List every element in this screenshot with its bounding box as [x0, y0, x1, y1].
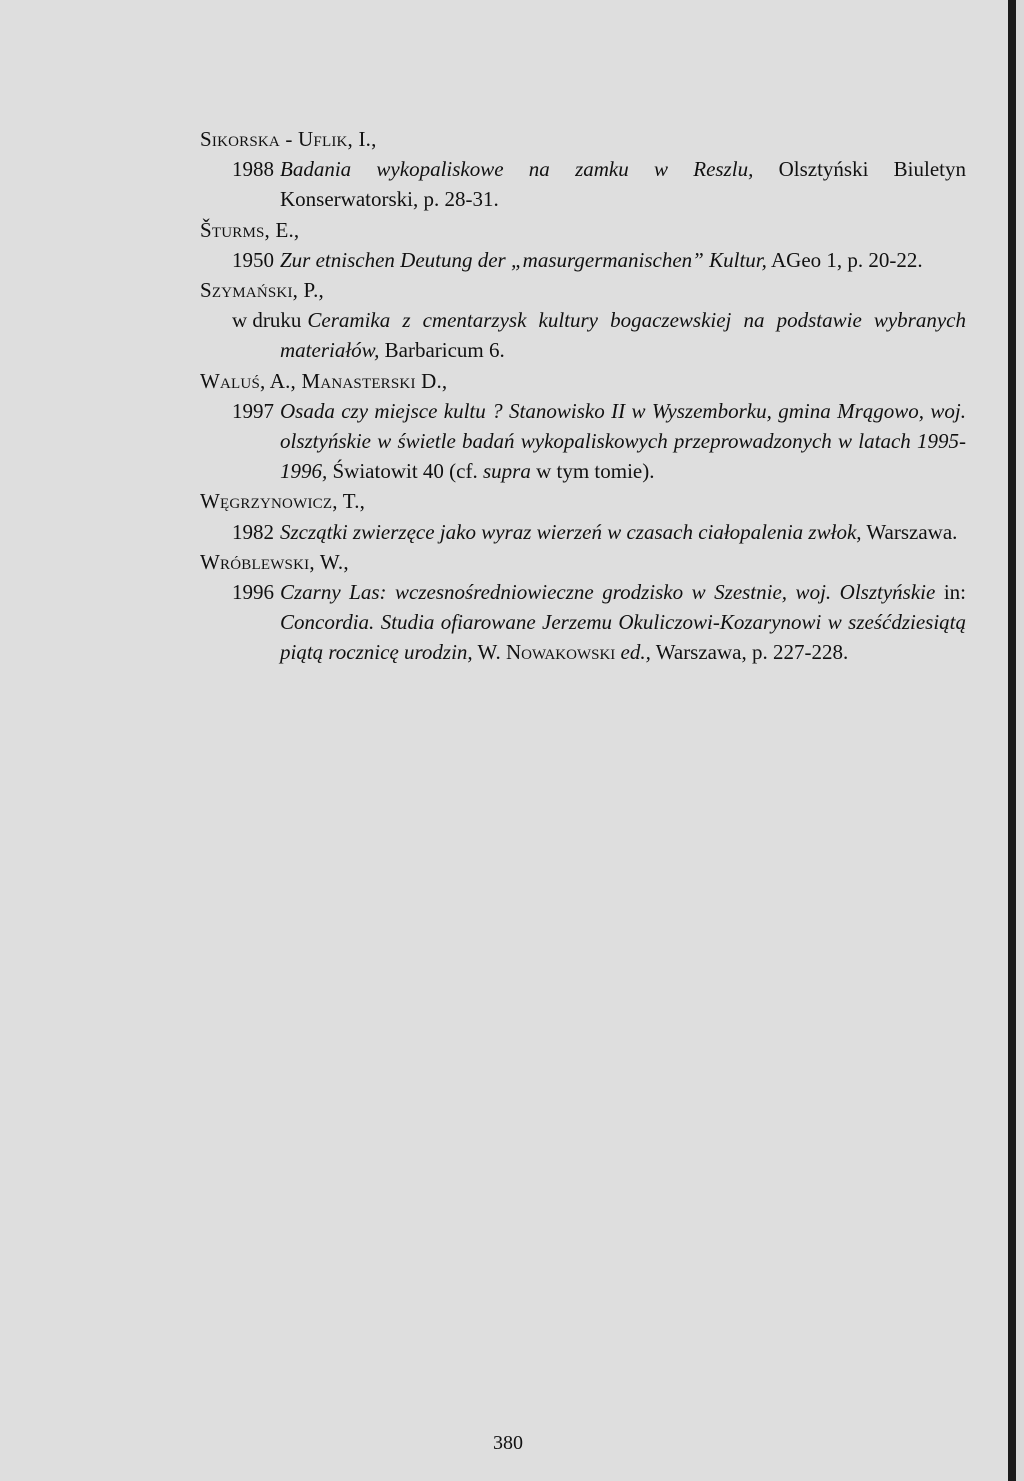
entry-item [232, 517, 966, 547]
entry-item [232, 577, 966, 668]
entry-year: 1988 [232, 157, 274, 182]
entry-item [232, 305, 966, 365]
entry-year: w druku [232, 308, 302, 333]
entry-text: ed., [620, 640, 651, 665]
entry-text: Badania wykopaliskowe na zamku w Reszlu, [280, 157, 754, 182]
entry-text: AGeo 1, p. 20-22. [766, 247, 923, 272]
bib-entry [200, 547, 966, 668]
entry-year: 1996 [232, 580, 274, 605]
bib-entry [200, 215, 966, 275]
entry-text: Warszawa, p. 227-228. [650, 640, 849, 665]
bib-entry [200, 366, 966, 487]
entry-text: Czarny Las: wczesnośredniowieczne grodzisko w Szestnie, woj. Olsztyńskie [280, 580, 936, 605]
entry-author: Sikorska - Uflik, I., [200, 127, 377, 151]
entry-author: Węgrzynowicz, T., [200, 489, 366, 514]
entry-item [232, 154, 966, 214]
bib-entry [200, 275, 966, 366]
entry-text: Światowit 40 (cf. [327, 459, 483, 484]
entry-author: Szymański, P., [200, 278, 324, 303]
entry-text: Barbaricum 6. [379, 338, 505, 363]
bib-entry [200, 486, 966, 546]
entry-text: Warszawa. [861, 519, 958, 544]
entry-text: supra [482, 459, 531, 484]
entry-text: W. Nowakowski [472, 640, 621, 665]
page-number: 380 [493, 1432, 523, 1454]
entry-text: Concordia. Studia ofiarowane Jerzemu Okuliczowi-Kozarynowi w sześćdziesiątą piątą rocznicę urodzin, [280, 610, 966, 665]
entry-item [232, 396, 966, 487]
entry-text: Szczątki zwierzęce jako wyraz wierzeń w czasach ciałopalenia zwłok, [280, 519, 862, 544]
entry-item [232, 245, 966, 275]
entry-text: Osada czy miejsce kultu ? Stanowisko II w Wyszemborku, gmina Mrągowo, woj. olsztyńskie w świetle badań wykopaliskowych przeprowadzonych w latach 1995-1996, [280, 398, 966, 484]
entry-text: Olsztyński Biuletyn Konserwatorski, p. 28-31. [280, 157, 967, 212]
entry-year: 1997 [232, 398, 274, 423]
bibliography-list [200, 124, 966, 668]
bib-entry [200, 124, 966, 215]
entry-text: Zur etnischen Deutung der „masurgermanischen” Kultur, [280, 247, 767, 272]
entry-text: w tym tomie). [530, 459, 655, 484]
entry-text: Ceramika z cmentarzysk kultury bogaczewskiej na podstawie wybranych materiałów, [280, 308, 966, 363]
entry-year: 1950 [232, 247, 274, 272]
entry-author: Wróblewski, W., [200, 549, 349, 574]
entry-text: in: [935, 580, 966, 605]
entry-year: 1982 [232, 519, 274, 544]
entry-author: Waluś, A., Manasterski D., [200, 368, 448, 393]
entry-author: Šturms, E., [200, 217, 300, 242]
